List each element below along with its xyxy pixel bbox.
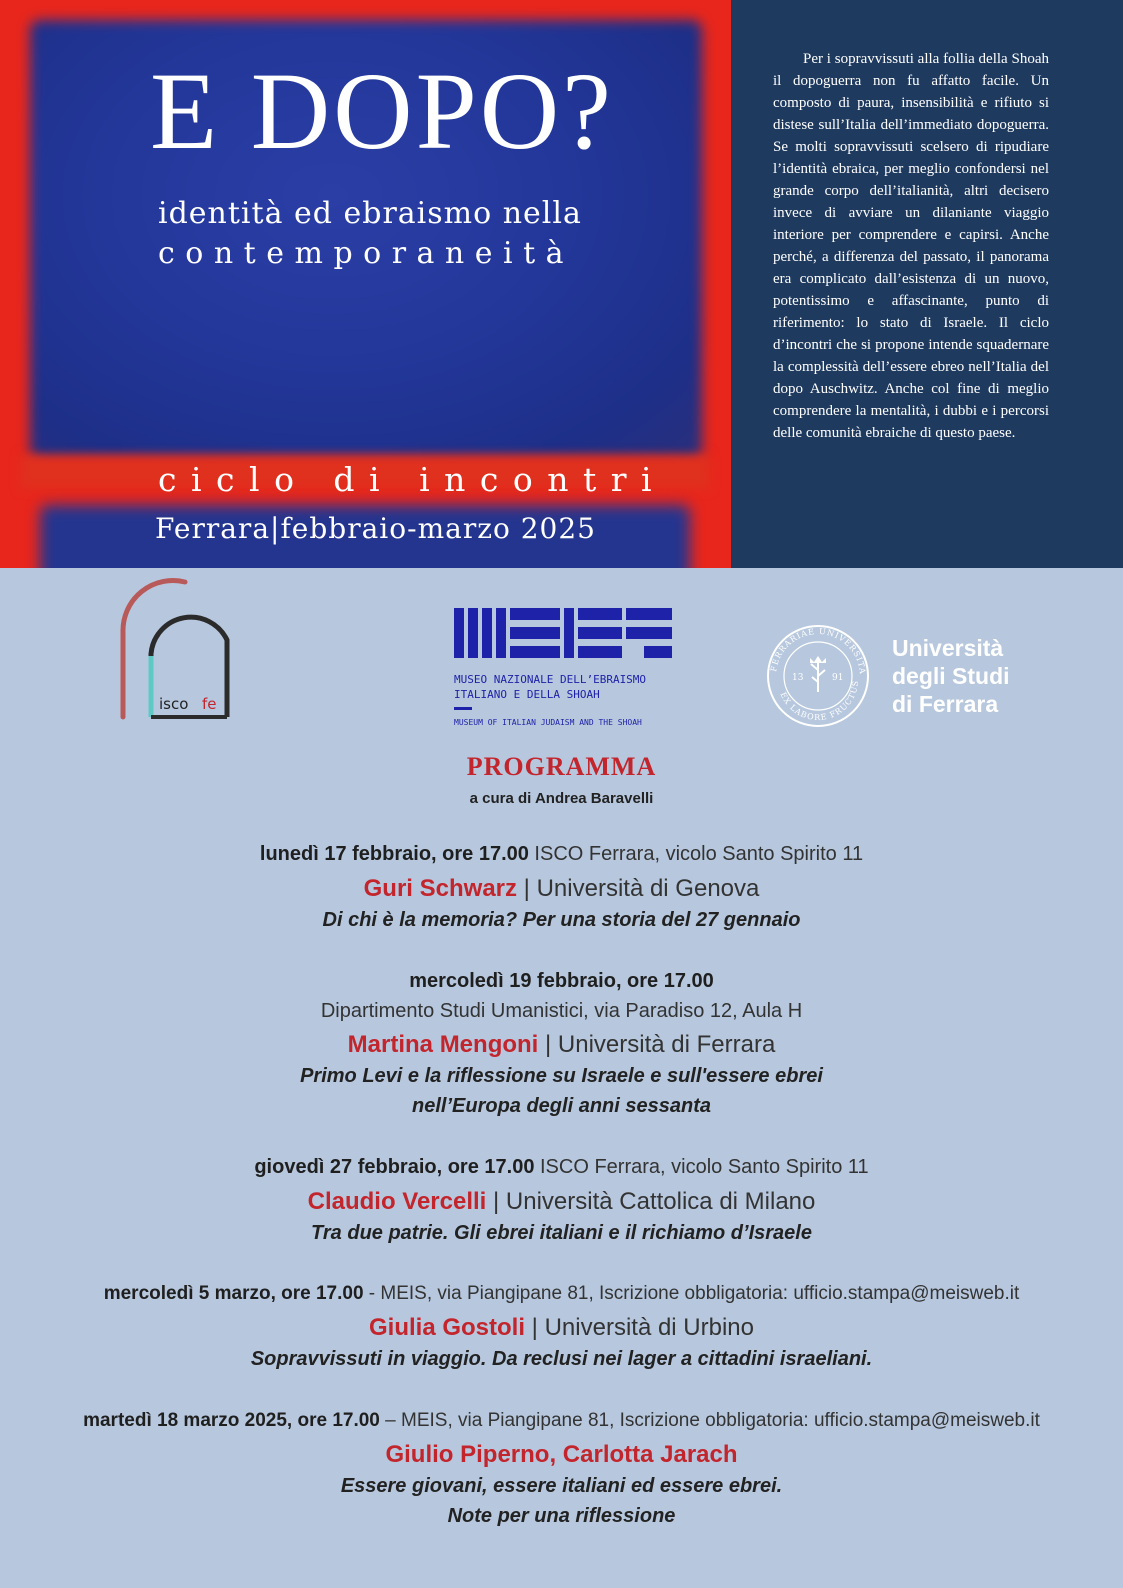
event-5-talk-line-1: Essere giovani, essere italiani ed essere ebrei. [340,1475,783,1497]
intro-text: Per i sopravvissuti alla follia della Shoah il dopoguerra non fu affatto facile. Un composto di paura, insensibilità e rifiuto si distese sull’Italia dell’immediato dopoguerra. Se molti sopravvissuti scelsero di ripudiare l’identità ebraica, per meglio confondersi nel grande corpo dell’italianità, altri decisero invece di avviare un dilaniante viaggio interiore per comprendere e capirsi. Anche perché, a differenza del passato, il panorama era complicato dall’esistenza di un nuovo, potentissimo e affascinante, punto di riferimento: lo stato di Israele. Il ciclo d’incontri che si propone intende squadernare la complessità dell’essere ebreo nell’Italia del dopo Auschwitz. Anche col fine di meglio comprendere la mentalità, i dubbi e i percorsi delle comunità ebraiche di questo paese. [773,51,1049,441]
event-1-date: lunedì 17 febbraio, ore 17.00 [259,843,529,865]
event-3-venue: ISCO Ferrara, vicolo Santo Spirito 11 [534,1156,869,1178]
event-2-when [0,970,1123,993]
program-title: PROGRAMMA [466,752,657,781]
main-title: E DOPO? [150,50,615,172]
hero-text [0,0,731,568]
isco-arches-icon [115,572,235,732]
event-4-speaker: Giulia Gostoli [369,1314,526,1341]
subtitle-line-2: contemporaneità [158,236,575,271]
event-2-speaker-line [0,1031,1123,1059]
event-4-date: mercoledì 5 marzo, ore 17.00 [103,1283,364,1304]
event-5-when [0,1410,1123,1432]
event-4-talk: Sopravvissuti in viaggio. Da reclusi nei lager a cittadini israeliani. [250,1348,873,1370]
event-4-when [0,1283,1123,1305]
meis-name [454,672,646,702]
unife-line-1: Università [892,635,1004,661]
event-3-date: giovedì 27 febbraio, ore 17.00 [254,1156,535,1178]
meis-logo [454,608,674,728]
meis-wordmark-icon [454,608,674,664]
event-5-speaker-line [0,1441,1123,1469]
event-1-speaker-line [0,875,1123,903]
event-4-affiliation: | Università di Urbino [525,1314,754,1341]
event-2-speaker: Martina Mengoni [347,1031,539,1058]
seal-bottom-text: EX LABORE FRUCTUS [778,679,861,723]
event-2-talk-line-2: nell’Europa degli anni sessanta [412,1095,711,1117]
subtitle [158,194,582,274]
unife-seal-icon [760,622,880,732]
unife-line-2: degli Studi [892,663,1010,689]
event-2-venue [0,1000,1123,1023]
event-2-venue-text: Dipartimento Studi Umanistici, via Paradiso 12, Aula H [320,1000,803,1022]
unife-line-3: di Ferrara [892,691,999,717]
event-3-talk: Tra due patrie. Gli ebrei italiani e il richiamo d’Israele [311,1222,812,1244]
event-4-venue: - MEIS, via Piangipane 81, Iscrizione obbligatoria: ufficio.stampa@meisweb.it [363,1283,1020,1304]
program-curator: a cura di Andrea Baravelli [469,790,654,807]
event-1-talk: Di chi è la memoria? Per una storia del 27 gennaio [322,909,801,931]
series-label: ciclo di incontri [158,460,667,499]
event-3-speaker-line [0,1188,1123,1216]
unife-name [892,634,1010,718]
event-4-speaker-line [0,1314,1123,1342]
event-1-speaker: Guri Schwarz [363,875,518,902]
event-1-when [0,843,1123,866]
isco-fe-word: fe [202,695,217,713]
event-1-venue: ISCO Ferrara, vicolo Santo Spirito 11 [528,843,864,865]
event-5-date: martedì 18 marzo 2025, ore 17.00 [83,1410,380,1431]
event-1-affiliation: | Università di Genova [517,875,760,902]
seal-top-text: FERRARIAE UNIVERSITA [769,626,868,676]
meis-name-english: MUSEUM OF ITALIAN JUDAISM AND THE SHOAH [454,718,642,727]
meis-divider [454,707,472,710]
event-3-affiliation: | Università Cattolica di Milano [486,1188,816,1215]
event-3-speaker: Claudio Vercelli [307,1188,487,1215]
event-2-talk-line-1: Primo Levi e la riflessione su Israele e sull'essere ebrei [300,1065,823,1087]
event-2-affiliation: | Università di Ferrara [538,1031,776,1058]
event-2-date: mercoledì 19 febbraio, ore 17.00 [409,970,714,992]
event-3-when [0,1156,1123,1179]
subtitle-line-1: identità ed ebraismo nella [158,196,582,231]
event-5-speaker: Giulio Piperno, Carlotta Jarach [385,1441,738,1468]
meis-name-line-2: ITALIANO E DELLA SHOAH [454,688,600,701]
seal-year-left: 13 [792,673,804,683]
event-5-venue: – MEIS, via Piangipane 81, Iscrizione obbligatoria: ufficio.stampa@meisweb.it [379,1410,1040,1431]
meis-name-line-1: MUSEO NAZIONALE DELL’EBRAISMO [454,673,647,686]
location-dates: Ferrara|febbraio-marzo 2025 [155,512,596,545]
event-5-talk-line-2: Note per una riflessione [447,1505,676,1527]
isco-logo [115,572,235,732]
isco-word: isco [159,695,189,713]
unife-logo [760,622,1060,742]
seal-year-right: 91 [832,673,844,683]
